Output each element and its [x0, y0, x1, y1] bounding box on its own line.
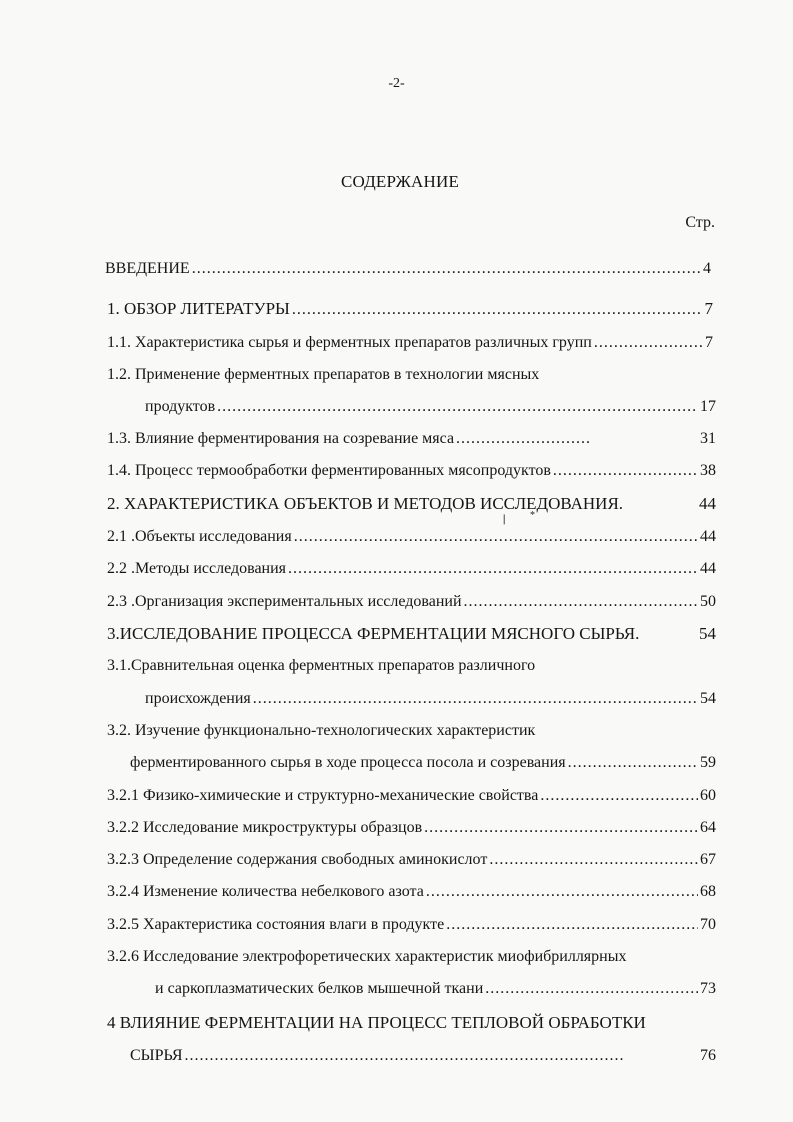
toc-entry-3-2-6: [107, 947, 727, 967]
toc-entry-3-1-cont: [145, 689, 716, 709]
toc-entry-page: 60: [700, 787, 716, 804]
toc-entry-2-1: [107, 527, 716, 547]
toc-entry-page: 44: [700, 560, 716, 577]
toc-entry-page: 54: [700, 690, 716, 707]
toc-entry-text: 3.2.6 Исследование электрофоретических характеристик миофибриллярных: [107, 948, 627, 965]
page-column-label: Стр.: [685, 214, 715, 231]
toc-entry-text: 3.2.1 Физико-химические и структурно-механические свойства: [107, 787, 539, 804]
toc-entry-text: 3.2.5 Характеристика состояния влаги в продукте: [107, 916, 445, 933]
toc-entry-text: 2. ХАРАКТЕРИСТИКА ОБЪЕКТОВ И МЕТОДОВ ИССЛЕДОВАНИЯ.: [107, 494, 624, 513]
leader-dots: [185, 1046, 625, 1066]
toc-entry-3-1: [107, 656, 716, 676]
leader-dots: [553, 461, 698, 481]
toc-entry-page: 59: [700, 754, 716, 771]
toc-entry-chapter-2: [107, 494, 716, 514]
toc-entry-text: 2.1 .Объекты исследования: [107, 528, 292, 545]
toc-entry-3-2-6-cont: [155, 979, 716, 999]
toc-entry-text: 2.2 .Методы исследования: [107, 560, 287, 577]
toc-entry-text: 3.2.2 Исследование микроструктуры образцов: [107, 819, 423, 836]
toc-entry-1-1: [107, 333, 713, 353]
toc-entry-text: 3.2. Изучение функционально-технологических характеристик: [107, 722, 536, 739]
leader-dots: [292, 300, 703, 320]
toc-entry-1-4: [107, 461, 716, 481]
leader-dots: [568, 753, 698, 773]
toc-entry-page: 44: [700, 528, 716, 545]
toc-entry-introduction: [105, 259, 711, 279]
toc-entry-text: ВВЕДЕНИЕ: [105, 260, 190, 277]
toc-entry-page: 7: [704, 299, 713, 318]
toc-entry-text: происхождения: [145, 690, 251, 707]
leader-dots: [485, 979, 698, 999]
toc-entry-text: продуктов: [145, 398, 216, 415]
toc-entry-page: 44: [699, 494, 716, 513]
toc-entry-text: 1. ОБЗОР ЛИТЕРАТУРЫ: [107, 299, 290, 318]
toc-entry-2-3: [107, 592, 716, 612]
leader-dots: [288, 559, 698, 579]
toc-entry-1-3: [107, 429, 716, 449]
toc-entry-text: 4 ВЛИЯНИЕ ФЕРМЕНТАЦИИ НА ПРОЦЕСС ТЕПЛОВОЙ ОБРАБОТКИ: [107, 1013, 646, 1032]
toc-entry-page: 31: [700, 430, 716, 447]
toc-entry-text: 1.2. Применение ферментных препаратов в технологии мясных: [107, 366, 540, 383]
toc-entry-3-2-1: [107, 786, 716, 806]
toc-entry-chapter-3: [107, 624, 716, 644]
toc-entry-page: 4: [703, 260, 711, 277]
toc-entry-3-2-4: [107, 882, 716, 902]
toc-entry-text: 3.1.Сравнительная оценка ферментных препаратов различного: [107, 657, 536, 674]
toc-entry-page: 64: [700, 819, 716, 836]
toc-entry-page: 17: [700, 398, 716, 415]
leader-dots: [594, 333, 703, 353]
scan-speck: ❘: [500, 514, 509, 525]
toc-entry-page: 50: [700, 593, 716, 610]
toc-entry-text: СЫРЬЯ: [130, 1047, 183, 1064]
toc-entry-page: 38: [700, 462, 716, 479]
toc-entry-text: 1.1. Характеристика сырья и ферментных препаратов различных групп: [107, 334, 592, 351]
toc-entry-page: 54: [699, 624, 716, 643]
toc-entry-1-2-cont: [145, 397, 716, 417]
leader-dots: [464, 592, 698, 612]
toc-entry-text: 3.ИССЛЕДОВАНИЕ ПРОЦЕССА ФЕРМЕНТАЦИИ МЯСНОГО СЫРЬЯ.: [107, 624, 640, 643]
toc-entry-chapter-1: [107, 299, 713, 320]
toc-entry-chapter-4-cont: [130, 1046, 716, 1066]
leader-dots: [489, 850, 698, 870]
leader-dots: [424, 818, 698, 838]
page-number: -2-: [388, 76, 405, 91]
leader-dots: [217, 397, 698, 417]
toc-entry-page: 68: [700, 883, 716, 900]
toc-entry-text: и саркоплазматических белков мышечной ткани: [155, 980, 484, 997]
leader-dots: [253, 689, 698, 709]
toc-entry-text: 3.2.4 Изменение количества небелкового азота: [107, 883, 424, 900]
toc-entry-3-2-3: [107, 850, 716, 870]
toc-entry-page: 73: [700, 980, 716, 997]
leader-dots: [540, 786, 698, 806]
toc-entry-text: 2.3 .Организация экспериментальных исследований: [107, 593, 462, 610]
toc-entry-3-2: [107, 721, 716, 741]
toc-entry-2-2: [107, 559, 716, 579]
toc-entry-text: 1.4. Процесс термообработки ферментированных мясопродуктов: [107, 462, 551, 479]
toc-entry-page: 76: [700, 1047, 716, 1064]
leader-dots: [456, 429, 591, 449]
toc-entry-3-2-2: [107, 818, 716, 838]
toc-entry-text: ферментированного сырья в ходе процесса посола и созревания: [130, 754, 566, 771]
leader-dots: [294, 527, 698, 547]
toc-entry-3-2-5: [107, 915, 716, 935]
toc-entry-chapter-4: [107, 1013, 727, 1034]
toc-entry-page: 67: [700, 851, 716, 868]
leader-dots: [446, 915, 698, 935]
toc-entry-page: 7: [705, 334, 713, 351]
scan-speck: *: [530, 510, 535, 521]
toc-entry-page: 70: [700, 916, 716, 933]
leader-dots: [426, 882, 698, 902]
toc-entry-text: 3.2.3 Определение содержания свободных аминокислот: [107, 851, 488, 868]
leader-dots: [192, 259, 701, 279]
toc-entry-1-2: [107, 365, 713, 385]
toc-title: СОДЕРЖАНИЕ: [340, 172, 460, 191]
toc-entry-text: 1.3. Влияние ферментирования на созревание мяса: [107, 430, 455, 447]
toc-entry-3-2-cont: [130, 753, 716, 773]
